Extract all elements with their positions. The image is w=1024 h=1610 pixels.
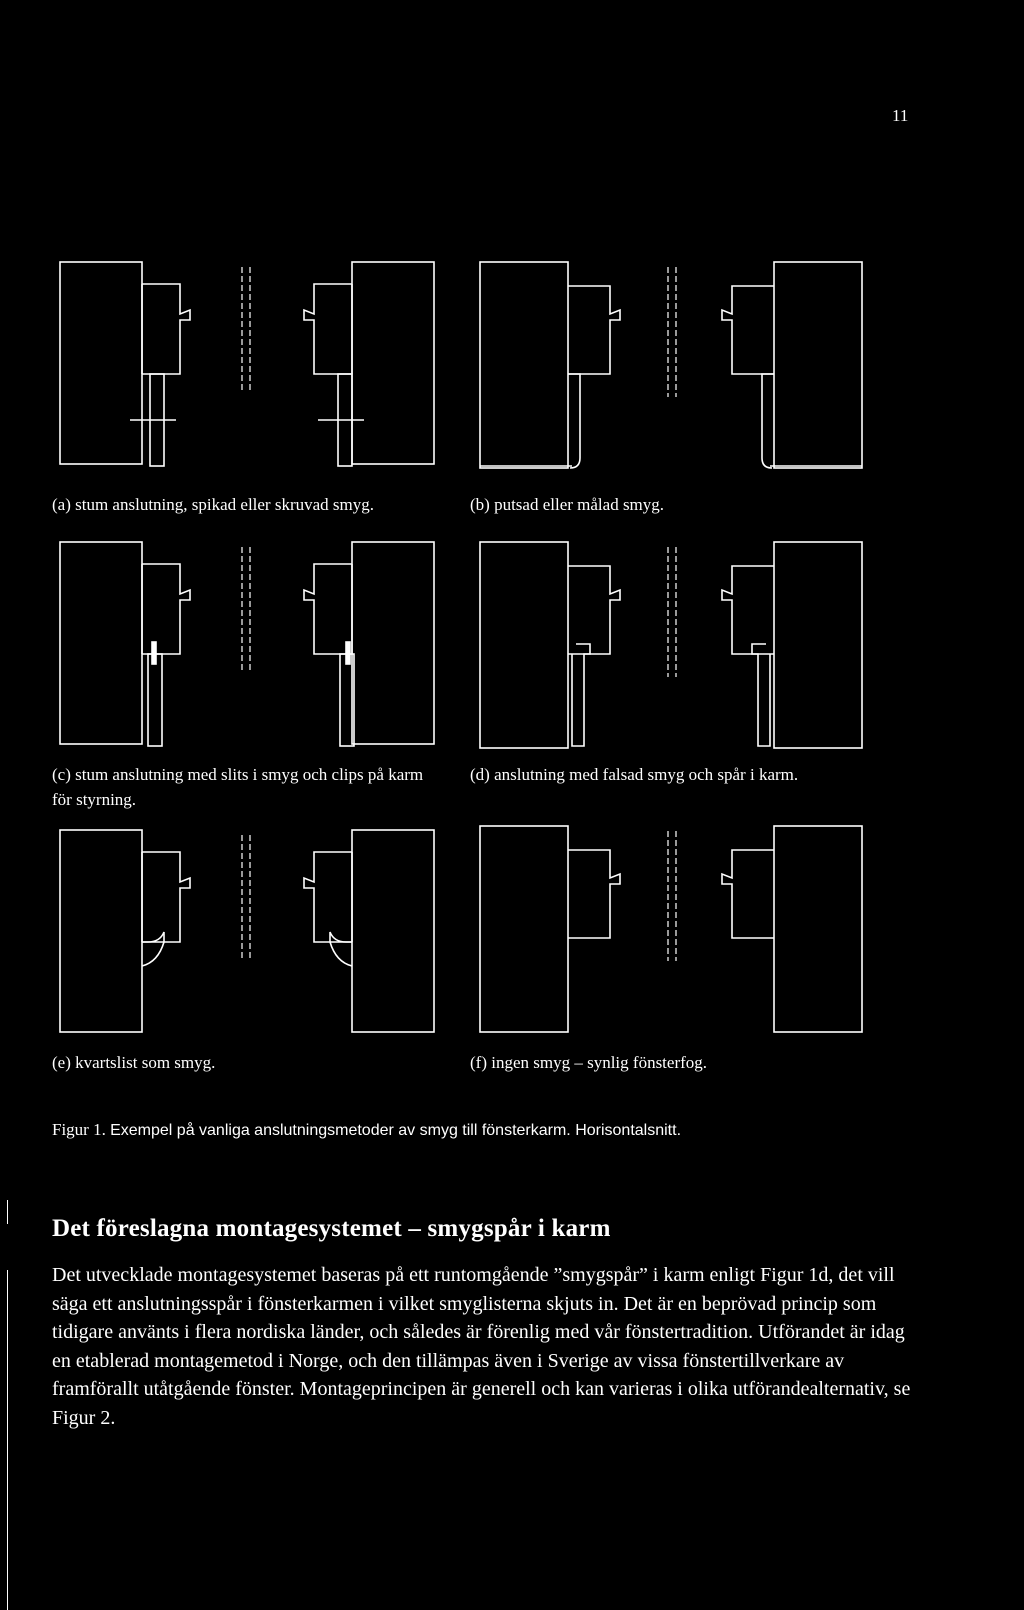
caption-f: (f) ingen smyg – synlig fönsterfog.: [470, 1053, 708, 1072]
page-number: 11: [892, 106, 909, 125]
diagram-b: [480, 262, 862, 468]
caption-e: (e) kvartslist som smyg.: [52, 1053, 216, 1072]
section-body: Det utvecklade montagesystemet baseras på ett runtomgående ”smygspår” i karm enligt Figur 1d, det vill säga ett anslutningsspår i fönsterkarmen i vilket smyglisterna skjuts in. Det är en beprövad princip som tidigare använts i flera nordiska länder, och således är förenlig med vår fönstertradition. Utförandet är idag en etablerad montagemetod i Norge, och den tillämpas även i Sverige av vissa fönstertillverkare av framförallt utåtgående fönster. Montageprincipen är generell och kan varieras i olika utförandealternativ, se Figur 2.: [52, 1264, 911, 1429]
margin-mark: [7, 1200, 8, 1224]
diagram-d: [480, 542, 862, 748]
diagram-f: [480, 826, 862, 1032]
caption-a: (a) stum anslutning, spikad eller skruvad smyg.: [52, 495, 375, 514]
figure-caption-text: Exempel på vanliga anslutningsmetoder av smyg till fönsterkarm. Horisontalsnitt.: [110, 1122, 682, 1139]
margin-mark: [7, 1270, 8, 1610]
caption-b: (b) putsad eller målad smyg.: [470, 495, 665, 514]
diagram-a: [60, 262, 434, 466]
caption-c: (c) stum anslutning med slits i smyg och clips på karm för styrning.: [52, 765, 424, 809]
diagram-c: [60, 542, 434, 746]
figure-label: Figur 1.: [52, 1120, 106, 1139]
figure-caption: [52, 1120, 681, 1140]
caption-d: (d) anslutning med falsad smyg och spår i karm.: [470, 765, 799, 784]
diagram-e: [60, 830, 434, 1032]
section-heading: Det föreslagna montagesystemet – smygspår i karm: [52, 1215, 611, 1242]
